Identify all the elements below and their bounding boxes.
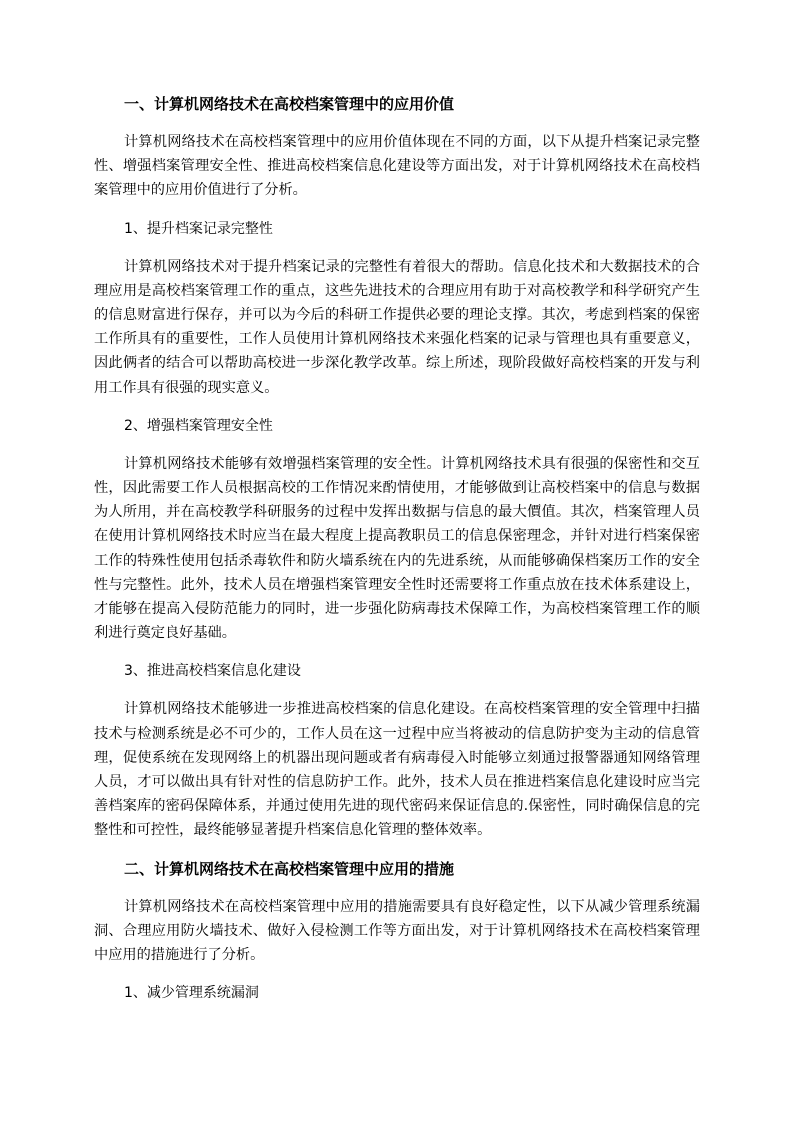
subsection-1-1-title: 1、提升档案记录完整性 — [124, 220, 273, 237]
section-1-intro: 计算机网络技术在高校档案管理中的应用价值体现在不同的方面，以下从提升档案记录完整性、增强档案管理安全性、推进高校档案信息化建设等方面出发，对于计算机网络技术在高校档案管理中的应用价值进行了分析。 — [94, 134, 700, 199]
section-1-heading: 一、计算机网络技术在高校档案管理中的应用价值 — [124, 95, 455, 113]
subsection-1-3-title: 3、推进高校档案信息化建设 — [124, 663, 301, 680]
subsection-2-1-title: 1、减少管理系统漏洞 — [124, 985, 259, 1002]
subsection-1-2-text: 计算机网络技术能够有效增强档案管理的安全性。计算机网络技术具有很强的保密性和交互性，因此需要工作人员根据高校的工作情况来酌情使用，才能够做到让高校档案中的信息与数据为人所用，并在高校教学科研服务的过程中发挥出数据与信息的最大價值。其次，档案管理人员在使用计算机网络技术时应当在最大程度上提高教职员工的信息保密理念，并针对进行档案保密工作的特殊性使用包括杀毒软件和防火墙系统在内的先进系统，从而能够确保档案历工作的安全性与完整性。此外，技术人员在增强档案管理安全性时还需要将工作重点放在技术体系建设上，才能够在提高入侵防范能力的同时，进一步强化防病毒技术保障工作，为高校档案管理工作的顺利进行奠定良好基础。 — [94, 455, 700, 642]
section-2-intro: 计算机网络技术在高校档案管理中应用的措施需要具有良好稳定性，以下从减少管理系统漏洞、合理应用防火墙技术、做好入侵检测工作等方面出发，对于计算机网络技术在高校档案管理中应用的措施进行了分析。 — [94, 898, 700, 964]
document-page — [94, 92, 700, 1019]
subsection-1-3-text: 计算机网络技术能够进一步推进高校档案的信息化建设。在高校档案管理的安全管理中扫描技术与检测系统是必不可少的，工作人员在这一过程中应当将被动的信息防护变为主动的信息管理，促使系统在发现网络上的机器出现问题或者有病毒侵入时能够立刻通过报警器通知网络管理人员，才可以做出具有针对性的信息防护工作。此外，技术人员在推进档案信息化建设时应当完善档案库的密码保障体系，并通过使用先进的现代密码来保证信息的.保密性，同时确保信息的完整性和可控性，最终能够显著提升档案信息化管理的整体效率。 — [94, 701, 700, 839]
section-2-heading: 二、计算机网络技术在高校档案管理中应用的措施 — [124, 859, 455, 878]
subsection-1-1-text: 计算机网络技术对于提升档案记录的完整性有着很大的帮助。信息化技术和大数据技术的合理应用是高校档案管理工作的重点，这些先进技术的合理应用有助于对高校教学和科学研究产生的信息财富进行保存，并可以为今后的科研工作提供必要的理论支撑。其次，考虑到档案的保密工作所具有的重要性，工作人员使用计算机网络技术来强化档案的记录与管理也具有重要意义，因此俩者的结合可以帮助高校进一步深化教学改革。综上所述，现阶段做好高校档案的开发与利用工作具有很强的现实意义。 — [94, 258, 700, 396]
subsection-1-2-title: 2、增强档案管理安全性 — [124, 417, 273, 434]
